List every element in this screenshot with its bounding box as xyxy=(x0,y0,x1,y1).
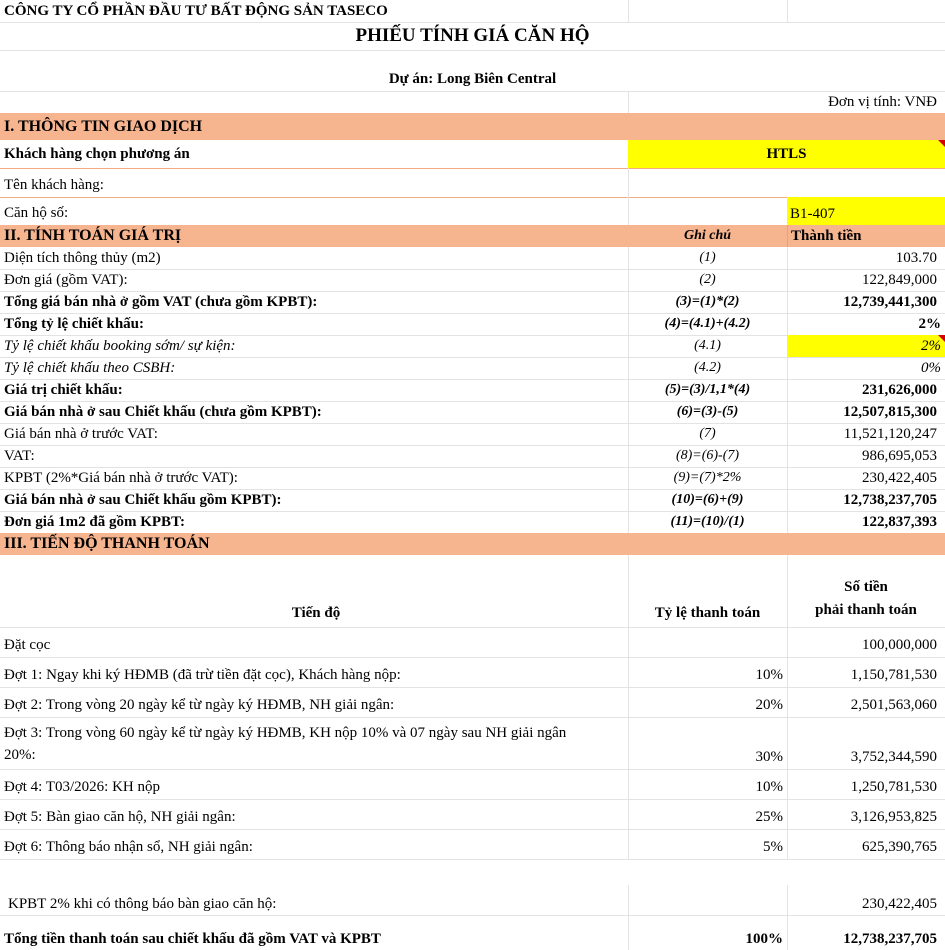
calc-label: Tổng tỷ lệ chiết khấu: xyxy=(4,315,145,332)
schedule-amount: 100,000,000 xyxy=(862,637,937,653)
customer-row xyxy=(0,168,945,198)
col-rate-header: Tỷ lệ thanh toán xyxy=(654,605,761,621)
calc-note: (11)=(10)/(1) xyxy=(670,514,745,529)
schedule-label: Đặt cọc xyxy=(4,637,51,653)
col-amount-header xyxy=(787,555,945,627)
calc-value: 0% xyxy=(921,359,941,376)
schedule-row xyxy=(0,717,945,770)
schedule-row xyxy=(0,657,945,688)
schedule-rate: 5% xyxy=(763,839,783,855)
calc-row xyxy=(0,423,945,446)
calc-note: (2) xyxy=(699,272,716,287)
calc-label: Đơn giá (gồm VAT): xyxy=(4,271,128,288)
section2-title: II. TÍNH TOÁN GIÁ TRỊ xyxy=(4,227,182,244)
calc-label: Đơn giá 1m2 đã gồm KPBT: xyxy=(4,513,185,530)
schedule-label: Đợt 2: Trong vòng 20 ngày kể từ ngày ký HĐMB, NH giải ngân: xyxy=(4,697,395,713)
schedule-label-line2: 20%: xyxy=(4,747,36,763)
calc-label: KPBT (2%*Giá bán nhà ở trước VAT): xyxy=(4,469,238,486)
calc-row xyxy=(0,247,945,270)
company-name: CÔNG TY CỔ PHẦN ĐẦU TƯ BẤT ĐỘNG SẢN TASECO xyxy=(4,2,388,19)
title-row xyxy=(0,22,945,51)
schedule-label: Đợt 6: Thông báo nhận sổ, NH giải ngân: xyxy=(4,839,253,855)
section1-header xyxy=(0,113,945,140)
schedule-label xyxy=(0,717,628,769)
calc-value: 11,521,120,247 xyxy=(843,425,937,442)
project-row xyxy=(0,50,945,92)
calc-value: 122,837,393 xyxy=(862,513,937,530)
calc-value: 230,422,405 xyxy=(862,469,937,486)
section3-title: III. TIẾN ĐỘ THANH TOÁN xyxy=(4,535,210,552)
calc-label: Giá trị chiết khấu: xyxy=(4,381,123,398)
calc-row xyxy=(0,489,945,512)
calc-value: 12,507,815,300 xyxy=(843,403,937,420)
section3-header xyxy=(0,533,945,555)
calc-note: (9)=(7)*2% xyxy=(673,470,742,485)
calc-note: (8)=(6)-(7) xyxy=(675,448,740,463)
apartment-row xyxy=(0,197,945,226)
calc-note: (4)=(4.1)+(4.2) xyxy=(664,316,751,331)
schedule-row xyxy=(0,799,945,830)
comment-marker-icon xyxy=(938,335,945,342)
calc-note: (6)=(3)-(5) xyxy=(676,404,739,419)
schedule-label: Đợt 5: Bàn giao căn hộ, NH giải ngân: xyxy=(4,809,236,825)
schedule-row xyxy=(0,769,945,800)
calc-label: Tỷ lệ chiết khấu theo CSBH: xyxy=(4,359,176,376)
apartment-label: Căn hộ số: xyxy=(4,205,69,221)
calc-note: (4.1) xyxy=(694,338,721,353)
calc-note: (4.2) xyxy=(694,360,721,375)
schedule-label: Đợt 4: T03/2026: KH nộp xyxy=(4,779,160,795)
unit-note: Đơn vị tính: VNĐ xyxy=(828,93,937,110)
calc-row xyxy=(0,467,945,490)
schedule-rate xyxy=(628,627,787,657)
calc-label: Giá bán nhà ở sau Chiết khấu gồm KPBT): xyxy=(4,491,282,508)
calc-value: 12,738,237,705 xyxy=(843,491,937,508)
calc-row xyxy=(0,335,945,358)
schedule-row xyxy=(0,627,945,658)
section1-title: I. THÔNG TIN GIAO DỊCH xyxy=(4,117,203,135)
calc-row xyxy=(0,357,945,380)
total-rate: 100% xyxy=(745,931,783,947)
calc-note: (5)=(3)/1,1*(4) xyxy=(664,382,751,397)
schedule-rate: 10% xyxy=(755,667,783,683)
calc-row xyxy=(0,269,945,292)
calc-value: 231,626,000 xyxy=(862,381,937,398)
apartment-value[interactable]: B1-407 xyxy=(787,197,945,225)
calc-row xyxy=(0,445,945,468)
calc-value: 103.70 xyxy=(895,249,937,266)
schedule-rate: 30% xyxy=(755,749,783,765)
calc-value: 2% xyxy=(918,315,941,332)
calc-label: VAT: xyxy=(4,447,35,464)
option-row xyxy=(0,140,945,169)
calc-label: Giá bán nhà ở sau Chiết khấu (chưa gồm KPBT): xyxy=(4,403,322,420)
company-row xyxy=(0,0,945,23)
schedule-amount: 2,501,563,060 xyxy=(850,697,937,713)
calc-value[interactable]: 2% xyxy=(787,335,945,357)
schedule-amount: 3,126,953,825 xyxy=(850,809,937,825)
calc-row xyxy=(0,379,945,402)
note-header: Ghi chú xyxy=(683,228,732,243)
calc-note: (7) xyxy=(699,426,716,441)
schedule-row xyxy=(0,687,945,718)
kpbt-amount: 230,422,405 xyxy=(862,896,937,912)
schedule-amount: 3,752,344,590 xyxy=(850,749,937,765)
col-amount-line1: Số tiền xyxy=(844,579,888,595)
calc-note: (10)=(6)+(9) xyxy=(671,492,744,507)
kpbt-label: KPBT 2% khi có thông báo bàn giao căn hộ: xyxy=(8,896,277,912)
schedule-header-row xyxy=(0,555,945,628)
schedule-rate: 20% xyxy=(755,697,783,713)
total-amount: 12,738,237,705 xyxy=(843,931,937,947)
calc-label: Tỷ lệ chiết khấu booking sớm/ sự kiện: xyxy=(4,337,236,354)
schedule-amount: 625,390,765 xyxy=(862,839,937,855)
page-title: PHIẾU TÍNH GIÁ CĂN HỘ xyxy=(355,25,590,46)
schedule-rate: 10% xyxy=(755,779,783,795)
customer-value[interactable] xyxy=(628,168,945,197)
calc-label: Tổng giá bán nhà ở gồm VAT (chưa gồm KPBT): xyxy=(4,293,318,310)
schedule-row xyxy=(0,829,945,860)
calc-row xyxy=(0,401,945,424)
calc-label: Giá bán nhà ở trước VAT: xyxy=(4,425,158,442)
calc-row xyxy=(0,313,945,336)
project-name: Dự án: Long Biên Central xyxy=(388,71,557,87)
option-label: Khách hàng chọn phương án xyxy=(4,145,190,162)
calc-row xyxy=(0,291,945,314)
calc-label: Diện tích thông thủy (m2) xyxy=(4,249,161,266)
calc-row xyxy=(0,511,945,534)
customer-label: Tên khách hàng: xyxy=(4,177,104,193)
kpbt-row xyxy=(0,885,945,916)
calc-value: 986,695,053 xyxy=(862,447,937,464)
amount-header: Thành tiền xyxy=(787,225,945,247)
col-progress-header: Tiến độ xyxy=(291,605,341,621)
total-label: Tổng tiền thanh toán sau chiết khấu đã gồm VAT và KPBT xyxy=(4,931,381,947)
calc-value: 122,849,000 xyxy=(862,271,937,288)
schedule-label: Đợt 1: Ngay khi ký HĐMB (đã trừ tiền đặt cọc), Khách hàng nộp: xyxy=(4,667,401,683)
total-row xyxy=(0,915,945,950)
calc-note: (3)=(1)*(2) xyxy=(675,294,740,309)
calc-value: 12,739,441,300 xyxy=(843,293,937,310)
schedule-label-line1: Đợt 3: Trong vòng 60 ngày kể từ ngày ký HĐMB, KH nộp 10% và 07 ngày sau NH giải ngân xyxy=(4,725,567,741)
schedule-amount: 1,250,781,530 xyxy=(850,779,937,795)
section2-header xyxy=(0,225,945,247)
comment-marker-icon xyxy=(938,140,945,147)
option-value[interactable]: HTLS xyxy=(628,140,945,168)
calc-note: (1) xyxy=(699,250,716,265)
schedule-amount: 1,150,781,530 xyxy=(850,667,937,683)
schedule-rate: 25% xyxy=(755,809,783,825)
unit-row xyxy=(0,91,945,114)
col-amount-line2: phải thanh toán xyxy=(815,602,917,618)
